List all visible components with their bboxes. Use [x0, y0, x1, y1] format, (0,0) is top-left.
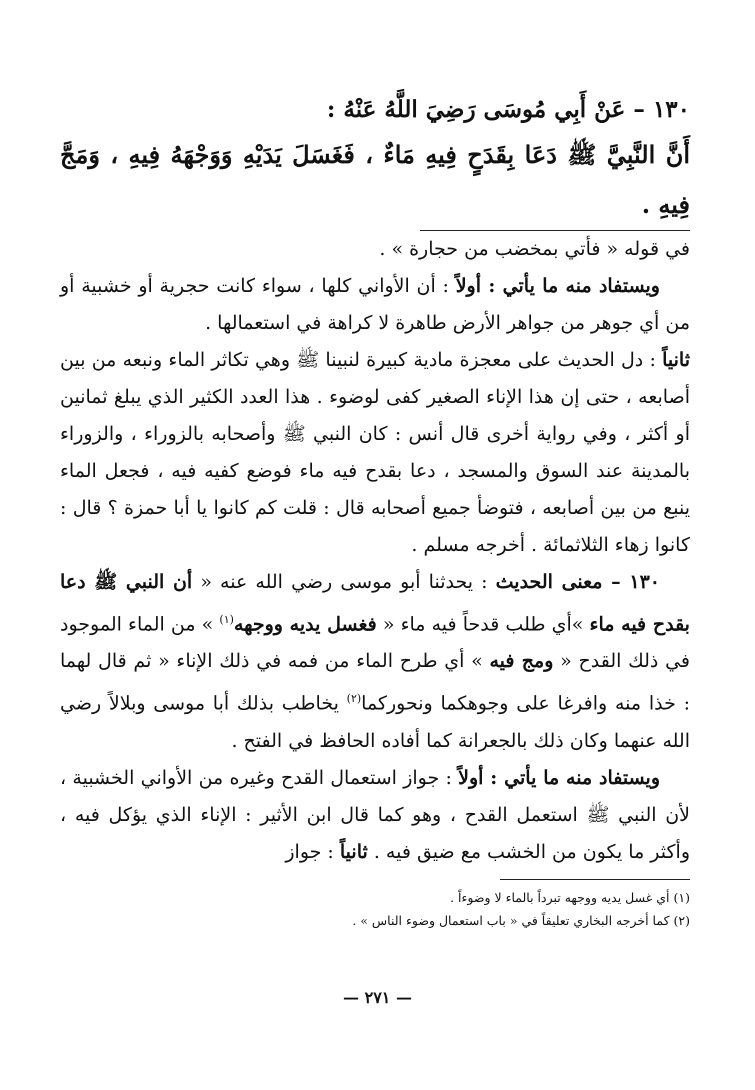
quote-2: فغسل يديه ووجهه [233, 613, 377, 636]
paragraph-4-text-4: » أي طرح الماء من فمه في ذلك الإناء « ثم قال لهما : خذا منه وافرغا على وجوهكما ونحوركما [60, 650, 690, 715]
quote-1: أن النبي ﷺ دعا بقدح فيه ماء [60, 571, 690, 636]
paragraph-3-text: : دل الحديث على معجزة مادية كبيرة لنبينا ﷺ وهي تكاثر الماء ونبعه من بين أصابعه ، حتى إن هذا الإناء الصغير كفى لوضوء . هذا العدد الكثير الذي يبلغ ثمانين أو أكثر ، وفي رواية أخرى قال أنس : كان النبي ﷺ وأصحابه بالزوراء ، والزوراء بالمدينة عند السوق والمسجد ، دعا بقدح فيه ماء فوضع كفيه فيه ، فجعل الماء ينبع من بين أصابعه ، فتوضأ جميع أصحابه قال : قلت كم كانوا يا أبا حمزة ؟ قال : كانوا زهاء الثلاثمائة . أخرجه مسلم . [60, 349, 690, 556]
footnote-ref-1: (١) [219, 613, 234, 626]
paragraph-3 [60, 342, 690, 564]
page-number: — ٢٧١ — [343, 988, 412, 1007]
paragraph-2-text: : أن الأواني كلها ، سواء كانت حجرية أو خشبية أو من أي جوهر من جواهر الأرض طاهرة لا كراهة في استعمالها . [60, 275, 690, 334]
paragraph-5 [60, 760, 690, 871]
footnote-ref-2: (٢) [346, 692, 362, 706]
paragraph-1 [60, 231, 690, 268]
paragraph-2 [60, 268, 690, 342]
hadith-text: أَنَّ النَّبِيَّ ﷺ دَعَا بِقَدَحٍ فِيهِ مَاءٌ ، فَغَسَلَ يَدَيْهِ وَوَجْهَهُ فِيهِ ، وَمَجَّ فِيهِ . [60, 140, 690, 219]
paragraph-1-text: في قوله « فأتي بمخضب من حجارة » . [379, 238, 690, 260]
footnote-1: (١) أي غسل يديه ووجهه تبرداً بالماء لا وضوءاً . [450, 889, 690, 905]
hadith-header: ١٣٠ – عَنْ أَبِي مُوسَى رَضِيَ اللَّهُ عَنْهُ : [326, 96, 690, 123]
benefits-label: ويستفاد منه ما يأتي : أولاً [455, 275, 660, 297]
page-content [60, 90, 690, 932]
meaning-label: ١٣٠ – معنى الحديث [495, 571, 660, 593]
paragraph-4 [60, 564, 690, 760]
paragraph-4-text-5: يخاطب بذلك أبا موسى وبلالاً رضي الله عنهما وكان ذلك بالجعرانة كما أفاده الحافظ في الفتح . [60, 692, 690, 752]
second-label-2: ثانياً [339, 840, 368, 863]
paragraph-4-text-3: » من الماء الموجود في ذلك القدح « [60, 613, 690, 673]
footnote-2: (٢) كما أخرجه البخاري تعليقاً في « باب استعمال وضوء الناس » . [352, 912, 690, 928]
paragraph-5-text-2: : جواز [285, 840, 334, 863]
quote-3: ومج فيه [489, 650, 554, 673]
paragraph-5-text: : جواز استعمال القدح وغيره من الأواني الخشبية ، لأن النبي ﷺ استعمل القدح ، وهو كما قال ابن الأثير : الإناء الذي يؤكل فيه ، وأكثر ما يكون من الخشب مع ضيق فيه . [60, 766, 690, 863]
footnote-divider [500, 879, 690, 880]
second-label: ثانياً [662, 349, 691, 371]
paragraph-4-text-1: : يحدثنا أبو موسى رضي الله عنه « [200, 571, 488, 593]
benefits-label-2: ويستفاد منه ما يأتي : أولاً [458, 766, 660, 789]
paragraph-4-text-2: »أي طلب قدحاً فيه ماء « [382, 613, 584, 636]
